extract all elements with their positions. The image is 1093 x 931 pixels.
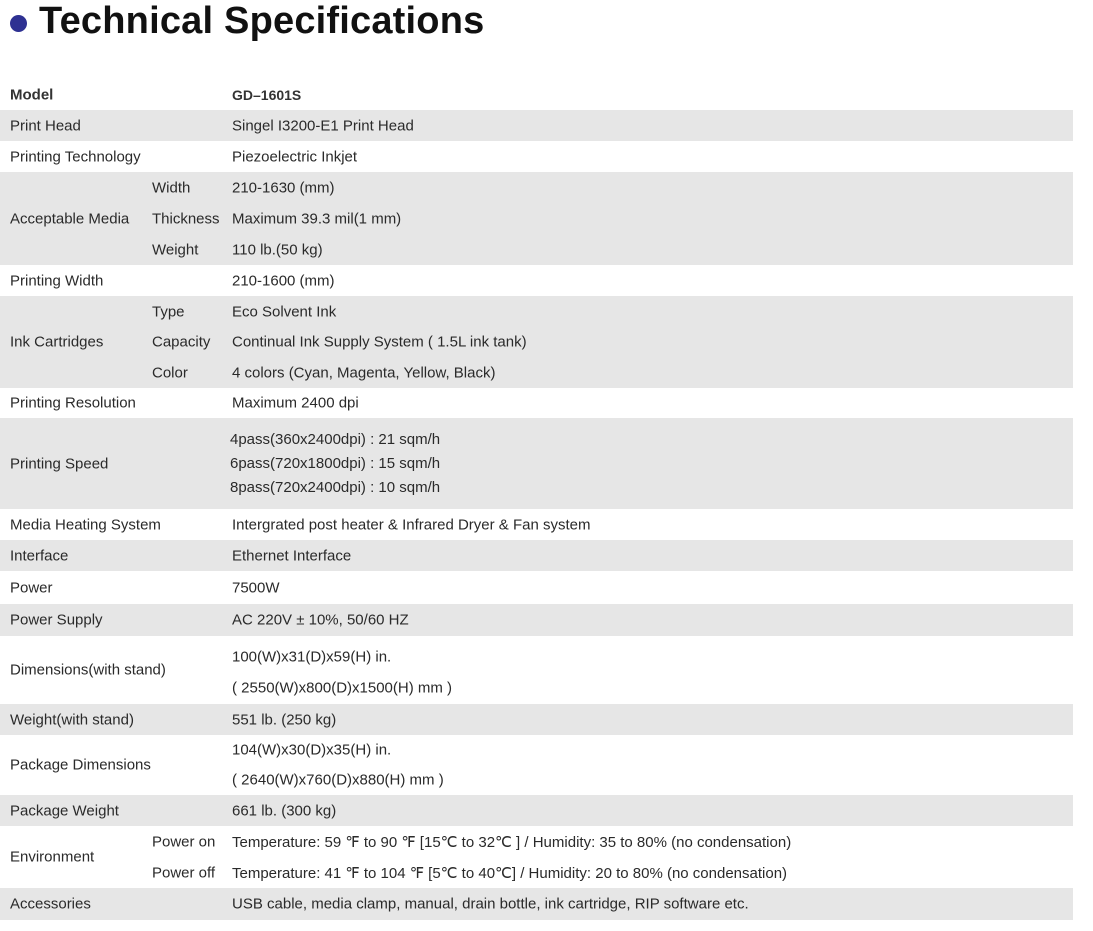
spec-row-ink-cartridges xyxy=(0,296,1073,388)
sub-row xyxy=(0,172,1073,203)
spec-value: 6pass(720x1800dpi) : 15 sqm/h xyxy=(230,454,441,472)
spec-label: Printing Technology xyxy=(10,148,141,165)
sub-row xyxy=(0,327,1073,357)
spec-label: Interface xyxy=(10,547,69,564)
spec-row-package-weight xyxy=(0,795,1073,826)
spec-label: Power Supply xyxy=(10,611,103,629)
spec-value: 210-1630 (mm) xyxy=(232,179,335,196)
spec-label: Weight(with stand) xyxy=(10,711,134,728)
spec-value: Eco Solvent Ink xyxy=(232,303,337,320)
spec-value: Temperature: 59 ℉ to 90 ℉ [15℃ to 32℃ ] / Humidity: 35 to 80% (no condensation) xyxy=(232,833,792,851)
sub-row xyxy=(0,857,1073,888)
sub-label: Power off xyxy=(152,864,216,881)
spec-row-power xyxy=(0,571,1073,604)
spec-row-printing-resolution xyxy=(0,388,1073,418)
sub-label: Width xyxy=(152,179,191,196)
spec-value: Singel I3200-E1 Print Head xyxy=(232,117,414,134)
spec-value: 4 colors (Cyan, Magenta, Yellow, Black) xyxy=(232,364,496,381)
spec-label: Printing Width xyxy=(10,272,104,289)
spec-value: Maximum 2400 dpi xyxy=(232,394,359,412)
sub-row xyxy=(0,357,1073,388)
model-label: Model xyxy=(10,86,54,104)
sub-label: Weight xyxy=(152,241,199,258)
spec-row-accessories xyxy=(0,888,1073,920)
sub-label: Color xyxy=(152,364,188,381)
spec-row-interface xyxy=(0,540,1073,571)
spec-value: Ethernet Interface xyxy=(232,547,352,564)
spec-value: 7500W xyxy=(232,579,280,596)
spec-row-media-heating xyxy=(0,509,1073,540)
spec-row-print-head xyxy=(0,110,1073,141)
spec-value: Piezoelectric Inkjet xyxy=(232,148,358,165)
sub-label: Type xyxy=(152,303,185,320)
page-header xyxy=(10,0,484,42)
sub-row xyxy=(0,641,1073,673)
spec-row-environment xyxy=(0,826,1073,888)
spec-value: 110 lb.(50 kg) xyxy=(232,241,323,258)
spec-row-package-dimensions xyxy=(0,735,1073,795)
sub-row xyxy=(0,826,1073,857)
spec-row-printing-speed xyxy=(0,418,1073,509)
spec-value: 4pass(360x2400dpi) : 21 sqm/h xyxy=(230,430,441,448)
spec-value: 661 lb. (300 kg) xyxy=(232,802,337,819)
spec-label: Accessories xyxy=(10,895,91,913)
page-title: Technical Specifications xyxy=(39,0,485,42)
spec-value: 104(W)x30(D)x35(H) in. xyxy=(232,741,392,759)
spec-row-weight xyxy=(0,704,1073,735)
model-value: GD–1601S xyxy=(232,87,302,103)
spec-label: Acceptable Media xyxy=(10,210,130,227)
spec-row-model xyxy=(0,80,1073,110)
sub-label: Capacity xyxy=(152,333,211,351)
sub-row xyxy=(0,735,1073,765)
spec-value: 100(W)x31(D)x59(H) in. xyxy=(232,648,392,666)
sub-row xyxy=(0,234,1073,265)
spec-label: Ink Cartridges xyxy=(10,333,104,351)
spec-value: Intergrated post heater & Infrared Dryer & Fan system xyxy=(232,516,591,533)
spec-table xyxy=(0,80,1073,920)
spec-value: ( 2640(W)x760(D)x880(H) mm ) xyxy=(232,771,444,789)
spec-row-power-supply xyxy=(0,604,1073,636)
spec-label: Environment xyxy=(10,848,95,866)
spec-label: Media Heating System xyxy=(10,516,161,533)
sub-row xyxy=(0,203,1073,234)
spec-label: Printing Resolution xyxy=(10,394,136,412)
spec-value: 210-1600 (mm) xyxy=(232,272,335,289)
spec-value: ( 2550(W)x800(D)x1500(H) mm ) xyxy=(232,679,453,697)
bullet-icon xyxy=(10,15,27,32)
spec-row-acceptable-media xyxy=(0,172,1073,265)
sub-row xyxy=(0,296,1073,327)
spec-label: Dimensions(with stand) xyxy=(10,661,166,679)
spec-value: Continual Ink Supply System ( 1.5L ink tank) xyxy=(232,333,527,351)
spec-value: USB cable, media clamp, manual, drain bottle, ink cartridge, RIP software etc. xyxy=(232,895,749,913)
sub-row xyxy=(0,765,1073,795)
spec-label: Printing Speed xyxy=(10,455,109,472)
spec-label: Power xyxy=(10,579,53,596)
spec-label: Package Dimensions xyxy=(10,756,151,774)
spec-label: Package Weight xyxy=(10,802,119,819)
speed-values xyxy=(230,428,440,500)
spec-row-dimensions xyxy=(0,636,1073,704)
spec-row-printing-technology xyxy=(0,141,1073,172)
spec-row-printing-width xyxy=(0,265,1073,296)
sub-row xyxy=(0,672,1073,704)
spec-value: 8pass(720x2400dpi) : 10 sqm/h xyxy=(230,478,441,496)
spec-value: Temperature: 41 ℉ to 104 ℉ [5℃ to 40℃] / Humidity: 20 to 80% (no condensation) xyxy=(232,864,788,882)
spec-value: Maximum 39.3 mil(1 mm) xyxy=(232,210,402,227)
spec-value: AC 220V ± 10%, 50/60 HZ xyxy=(232,611,409,629)
spec-value: 551 lb. (250 kg) xyxy=(232,711,337,728)
spec-label: Print Head xyxy=(10,117,81,134)
sub-label: Power on xyxy=(152,833,216,850)
sub-label: Thickness xyxy=(152,210,220,227)
